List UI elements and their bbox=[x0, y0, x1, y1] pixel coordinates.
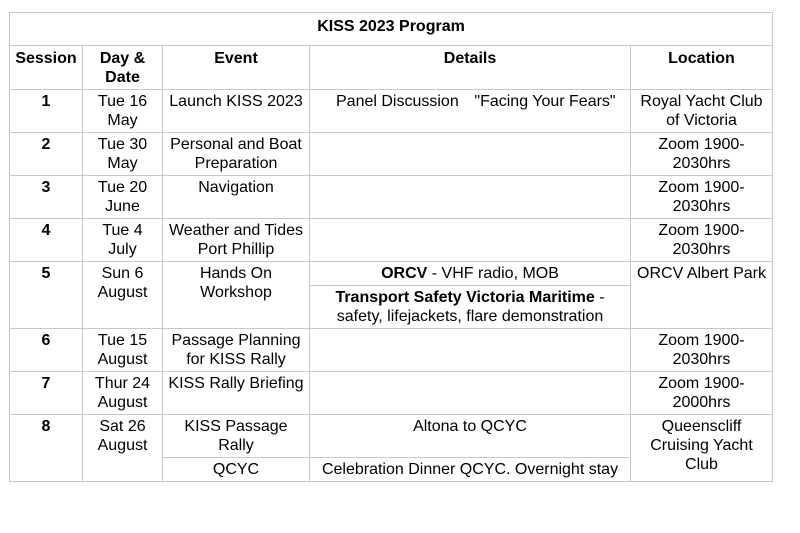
session-date: Tue 4 July bbox=[83, 219, 163, 262]
session-number: 4 bbox=[10, 219, 83, 262]
session-number: 6 bbox=[10, 329, 83, 372]
session-date: Sat 26 August bbox=[83, 415, 163, 482]
details-text: - safety, lifejackets, flare demonstration bbox=[336, 289, 605, 325]
session-event: Personal and Boat Preparation bbox=[163, 133, 310, 176]
session-location: Royal Yacht Club of Victoria bbox=[631, 90, 773, 133]
session-date: Thur 24 August bbox=[83, 372, 163, 415]
header-session: Session bbox=[10, 46, 83, 90]
table-row bbox=[10, 219, 773, 262]
header-event: Event bbox=[163, 46, 310, 90]
session-number: 5 bbox=[10, 262, 83, 329]
session-location: Zoom 1900-2030hrs bbox=[631, 133, 773, 176]
table-row bbox=[10, 90, 773, 133]
table-row bbox=[10, 372, 773, 415]
session-details bbox=[310, 219, 631, 262]
session-details bbox=[310, 372, 631, 415]
session-number: 3 bbox=[10, 176, 83, 219]
session-event: KISS Rally Briefing bbox=[163, 372, 310, 415]
session-details-orcv bbox=[310, 262, 631, 286]
session-event: Passage Planning for KISS Rally bbox=[163, 329, 310, 372]
session-number: 1 bbox=[10, 90, 83, 133]
details-bold-org: ORCV bbox=[381, 265, 428, 282]
header-day-date: Day & Date bbox=[83, 46, 163, 90]
session-date: Tue 16 May bbox=[83, 90, 163, 133]
table-row bbox=[10, 176, 773, 219]
session-location: Zoom 1900-2030hrs bbox=[631, 176, 773, 219]
session-event: Hands On Workshop bbox=[163, 262, 310, 329]
session-number: 7 bbox=[10, 372, 83, 415]
session-number: 2 bbox=[10, 133, 83, 176]
session-event: Launch KISS 2023 bbox=[163, 90, 310, 133]
session-date: Tue 20 June bbox=[83, 176, 163, 219]
details-facing-your-fears: "Facing Your Fears" bbox=[474, 93, 616, 110]
session-location: Zoom 1900-2030hrs bbox=[631, 219, 773, 262]
session-date: Tue 30 May bbox=[83, 133, 163, 176]
program-table bbox=[9, 12, 773, 482]
session-event: Navigation bbox=[163, 176, 310, 219]
session-details bbox=[310, 133, 631, 176]
header-location: Location bbox=[631, 46, 773, 90]
session-location: ORCV Albert Park bbox=[631, 262, 773, 329]
table-row bbox=[10, 133, 773, 176]
session-event-qcyc: QCYC bbox=[163, 458, 310, 482]
table-title: KISS 2023 Program bbox=[10, 13, 773, 46]
session-details bbox=[310, 176, 631, 219]
session-details-tsv bbox=[310, 286, 631, 329]
table-row bbox=[10, 262, 773, 286]
session-location: Zoom 1900-2030hrs bbox=[631, 329, 773, 372]
program-table-wrapper bbox=[9, 12, 773, 482]
session-details: Altona to QCYC bbox=[310, 415, 631, 458]
details-panel-discussion: Panel Discussion bbox=[336, 93, 459, 110]
header-details: Details bbox=[310, 46, 631, 90]
session-event: KISS Passage Rally bbox=[163, 415, 310, 458]
session-event: Weather and Tides Port Phillip bbox=[163, 219, 310, 262]
details-bold-org: Transport Safety Victoria Maritime bbox=[335, 289, 595, 306]
session-details-dinner: Celebration Dinner QCYC. Overnight stay bbox=[310, 458, 631, 482]
session-details bbox=[310, 329, 631, 372]
table-row bbox=[10, 415, 773, 458]
session-date: Tue 15 August bbox=[83, 329, 163, 372]
session-date: Sun 6 August bbox=[83, 262, 163, 329]
table-row bbox=[10, 329, 773, 372]
session-location: Queenscliff Cruising Yacht Club bbox=[631, 415, 773, 482]
session-details bbox=[310, 90, 631, 133]
session-number: 8 bbox=[10, 415, 83, 482]
details-text: - VHF radio, MOB bbox=[427, 265, 559, 282]
session-location: Zoom 1900-2000hrs bbox=[631, 372, 773, 415]
